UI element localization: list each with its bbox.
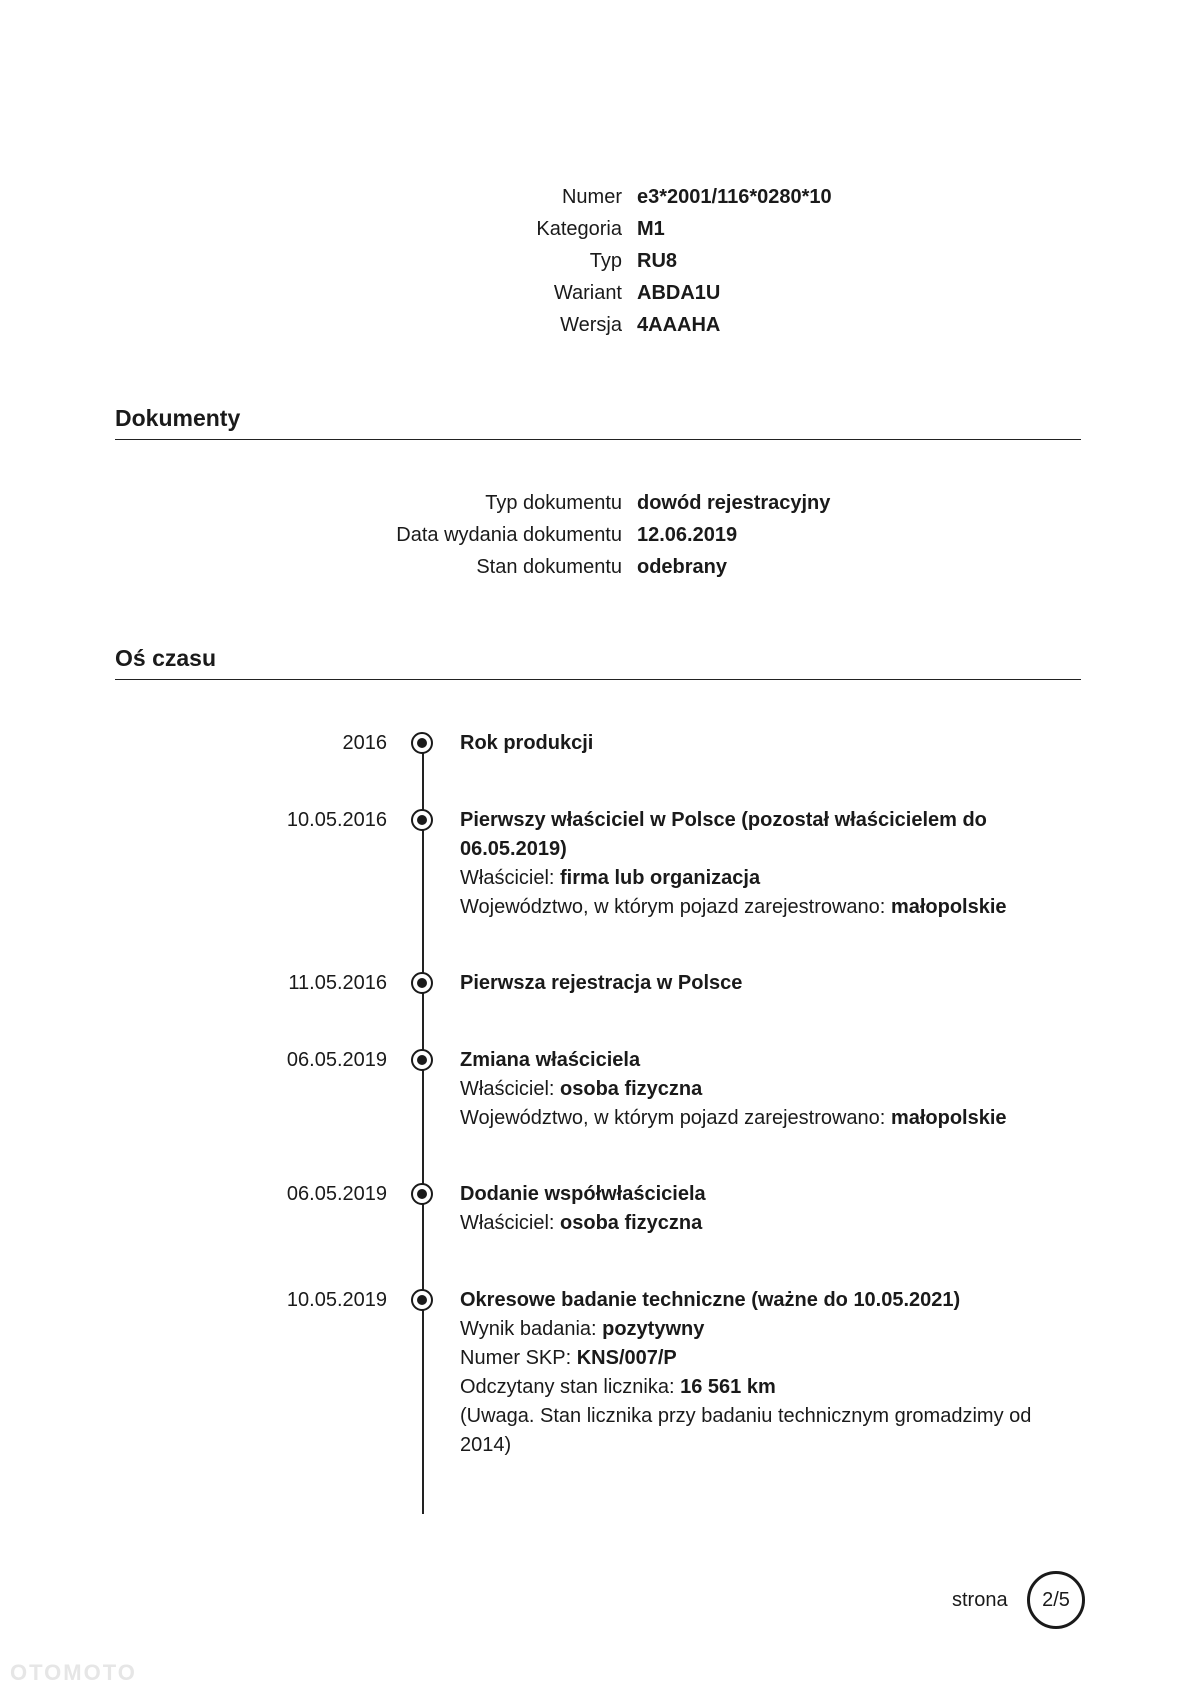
event-owner: Właściciel: osoba fizyczna	[460, 1078, 703, 1100]
timeline-dot-icon	[411, 809, 433, 831]
event-date: 06.05.2019	[286, 1183, 387, 1205]
event-title: Rok produkcji	[460, 732, 594, 754]
document-row-type: Typ dokumentu dowód rejestracyjny	[485, 492, 831, 514]
watermark-logo: OTOMOTO	[10, 1660, 137, 1685]
event-content	[460, 1046, 1040, 1133]
event-content	[460, 806, 1040, 922]
event-date: 10.05.2016	[286, 809, 387, 831]
section-title: Dokumenty	[115, 405, 241, 431]
timeline-dot-icon	[411, 1289, 433, 1311]
event-result: Wynik badania: pozytywny	[460, 1318, 705, 1340]
vehicle-row-type: Typ RU8	[589, 250, 678, 272]
page-number: 2/5	[1027, 1571, 1085, 1629]
page-label: strona	[952, 1589, 1008, 1611]
event-region: Województwo, w którym pojazd zarejestrowano: małopolskie	[460, 1107, 1007, 1129]
event-skp: Numer SKP: KNS/007/P	[460, 1347, 677, 1369]
vehicle-row-category: Kategoria M1	[536, 218, 665, 240]
event-date: 2016	[342, 732, 387, 754]
event-owner: Właściciel: osoba fizyczna	[460, 1212, 703, 1234]
event-note: (Uwaga. Stan licznika przy badaniu technicznym gromadzimy od 2014)	[460, 1405, 1032, 1456]
timeline-dot-icon	[411, 972, 433, 994]
document-row-status: Stan dokumentu odebrany	[476, 556, 728, 578]
vehicle-row-version: Wersja 4AAAHA	[560, 314, 721, 336]
section-title: Oś czasu	[115, 645, 216, 671]
timeline-axis	[422, 738, 424, 1514]
vehicle-row-variant: Wariant ABDA1U	[553, 282, 721, 304]
event-content	[460, 1286, 1040, 1460]
event-title: Okresowe badanie techniczne (ważne do 10.05.2021)	[460, 1289, 961, 1311]
timeline-dot-icon	[411, 1183, 433, 1205]
timeline-dot-icon	[411, 1049, 433, 1071]
timeline-section-header	[115, 643, 1081, 680]
vehicle-row-number: Numer e3*2001/116*0280*10	[561, 186, 832, 208]
event-date: 10.05.2019	[286, 1289, 387, 1311]
event-title: Pierwsza rejestracja w Polsce	[460, 972, 743, 994]
event-title: Zmiana właściciela	[460, 1049, 641, 1071]
event-region: Województwo, w którym pojazd zarejestrowano: małopolskie	[460, 896, 1007, 918]
event-owner: Właściciel: firma lub organizacja	[460, 867, 761, 889]
vehicle-info	[0, 181, 1190, 341]
event-content	[460, 1180, 1040, 1238]
document-row-issue-date: Data wydania dokumentu 12.06.2019	[396, 524, 738, 546]
event-date: 11.05.2016	[288, 972, 387, 994]
event-title: Dodanie współwłaściciela	[460, 1183, 706, 1205]
event-content	[460, 729, 1040, 758]
documents-section-header	[115, 403, 1081, 440]
event-date: 06.05.2019	[286, 1049, 387, 1071]
documents-info	[0, 487, 1190, 583]
timeline-dot-icon	[411, 732, 433, 754]
event-title: Pierwszy właściciel w Polsce (pozostał właścicielem do 06.05.2019)	[460, 809, 987, 860]
event-odometer: Odczytany stan licznika: 16 561 km	[460, 1376, 776, 1398]
event-content	[460, 969, 1040, 998]
